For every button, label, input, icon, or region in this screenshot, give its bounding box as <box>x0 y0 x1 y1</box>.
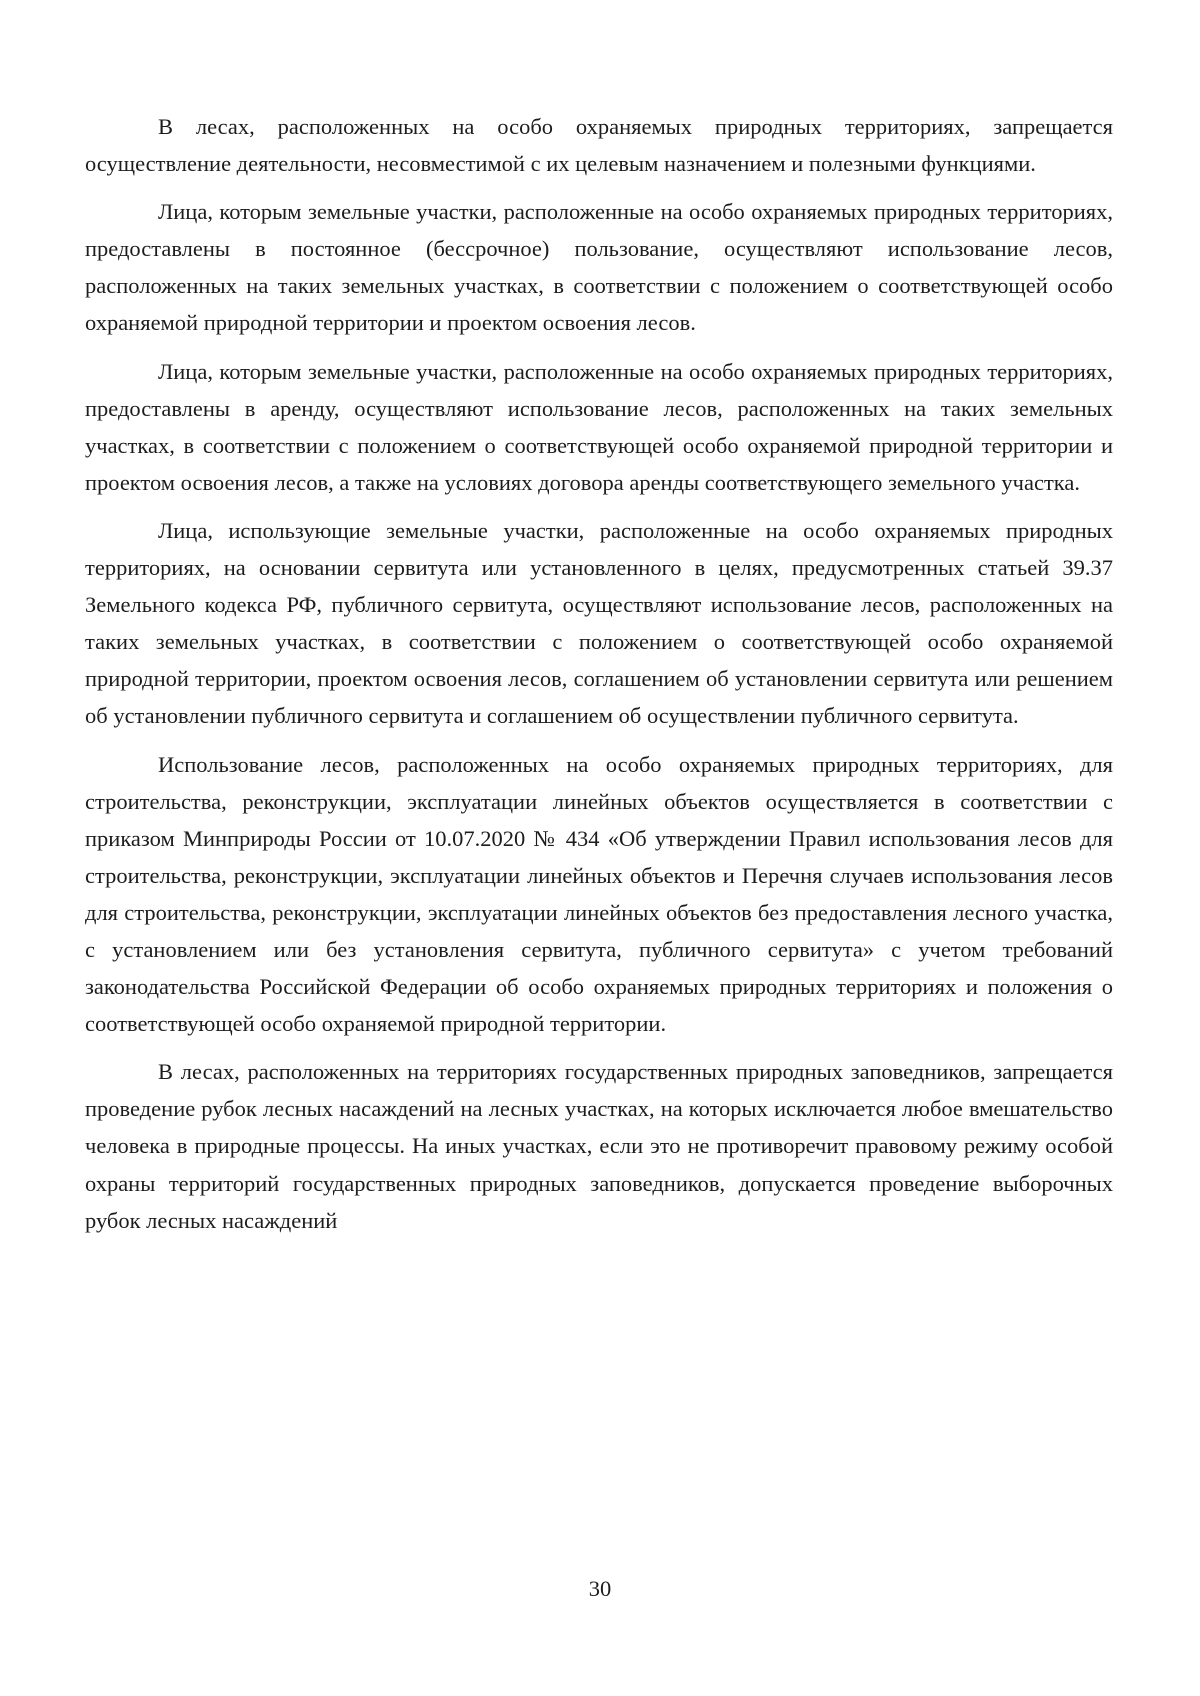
document-body <box>85 108 1113 1250</box>
paragraph: Лица, которым земельные участки, расположенные на особо охраняемых природных территориях, предоставлены в постоянное (бессрочное) пользование, осуществляют использование лесов, расположенных на таких земельных участках, в соответствии с положением о соответствующей особо охраняемой природной территории и проектом освоения лесов. <box>85 199 1113 336</box>
paragraph: Лица, которым земельные участки, расположенные на особо охраняемых природных территориях, предоставлены в аренду, осуществляют использование лесов, расположенных на таких земельных участках, в соответствии с положением о соответствующей особо охраняемой природной территории и проектом освоения лесов, а также на условиях договора аренды соответствующего земельного участка. <box>85 358 1113 495</box>
paragraph: Лица, использующие земельные участки, расположенные на особо охраняемых природных территориях, на основании сервитута или установленного в целях, предусмотренных статьей 39.37 Земельного кодекса РФ, публичного сервитута, осуществляют использование лесов, расположенных на таких земельных участках, в соответствии с положением о соответствующей особо охраняемой природной территории, проектом освоения лесов, соглашением об установлении сервитута или решением об установлении публичного сервитута и соглашением об осуществлении публичного сервитута. <box>85 517 1113 729</box>
paragraph: Использование лесов, расположенных на особо охраняемых природных территориях, для строительства, реконструкции, эксплуатации линейных объектов осуществляется в соответствии с приказом Минприроды России от 10.07.2020 № 434 «Об утверждении Правил использования лесов для строительства, реконструкции, эксплуатации линейных объектов и Перечня случаев использования лесов для строительства, реконструкции, эксплуатации линейных объектов без предоставления лесного участка, с установлением или без установления сервитута, публичного сервитута» с учетом требований законодательства Российской Федерации об особо охраняемых природных территориях и положения о соответствующей особо охраняемой природной территории. <box>85 751 1113 1037</box>
page-number: 30 <box>588 1576 612 1601</box>
paragraph: В лесах, расположенных на особо охраняемых природных территориях, запрещается осуществление деятельности, несовместимой с их целевым назначением и полезными функциями. <box>85 114 1113 177</box>
paragraph: В лесах, расположенных на территориях государственных природных заповедников, запрещается проведение рубок лесных насаждений на лесных участках, на которых исключается любое вмешательство человека в природные процессы. На иных участках, если это не противоречит правовому режиму особой охраны территорий государственных природных заповедников, допускается проведение выборочных рубок лесных насаждений <box>85 1059 1113 1233</box>
